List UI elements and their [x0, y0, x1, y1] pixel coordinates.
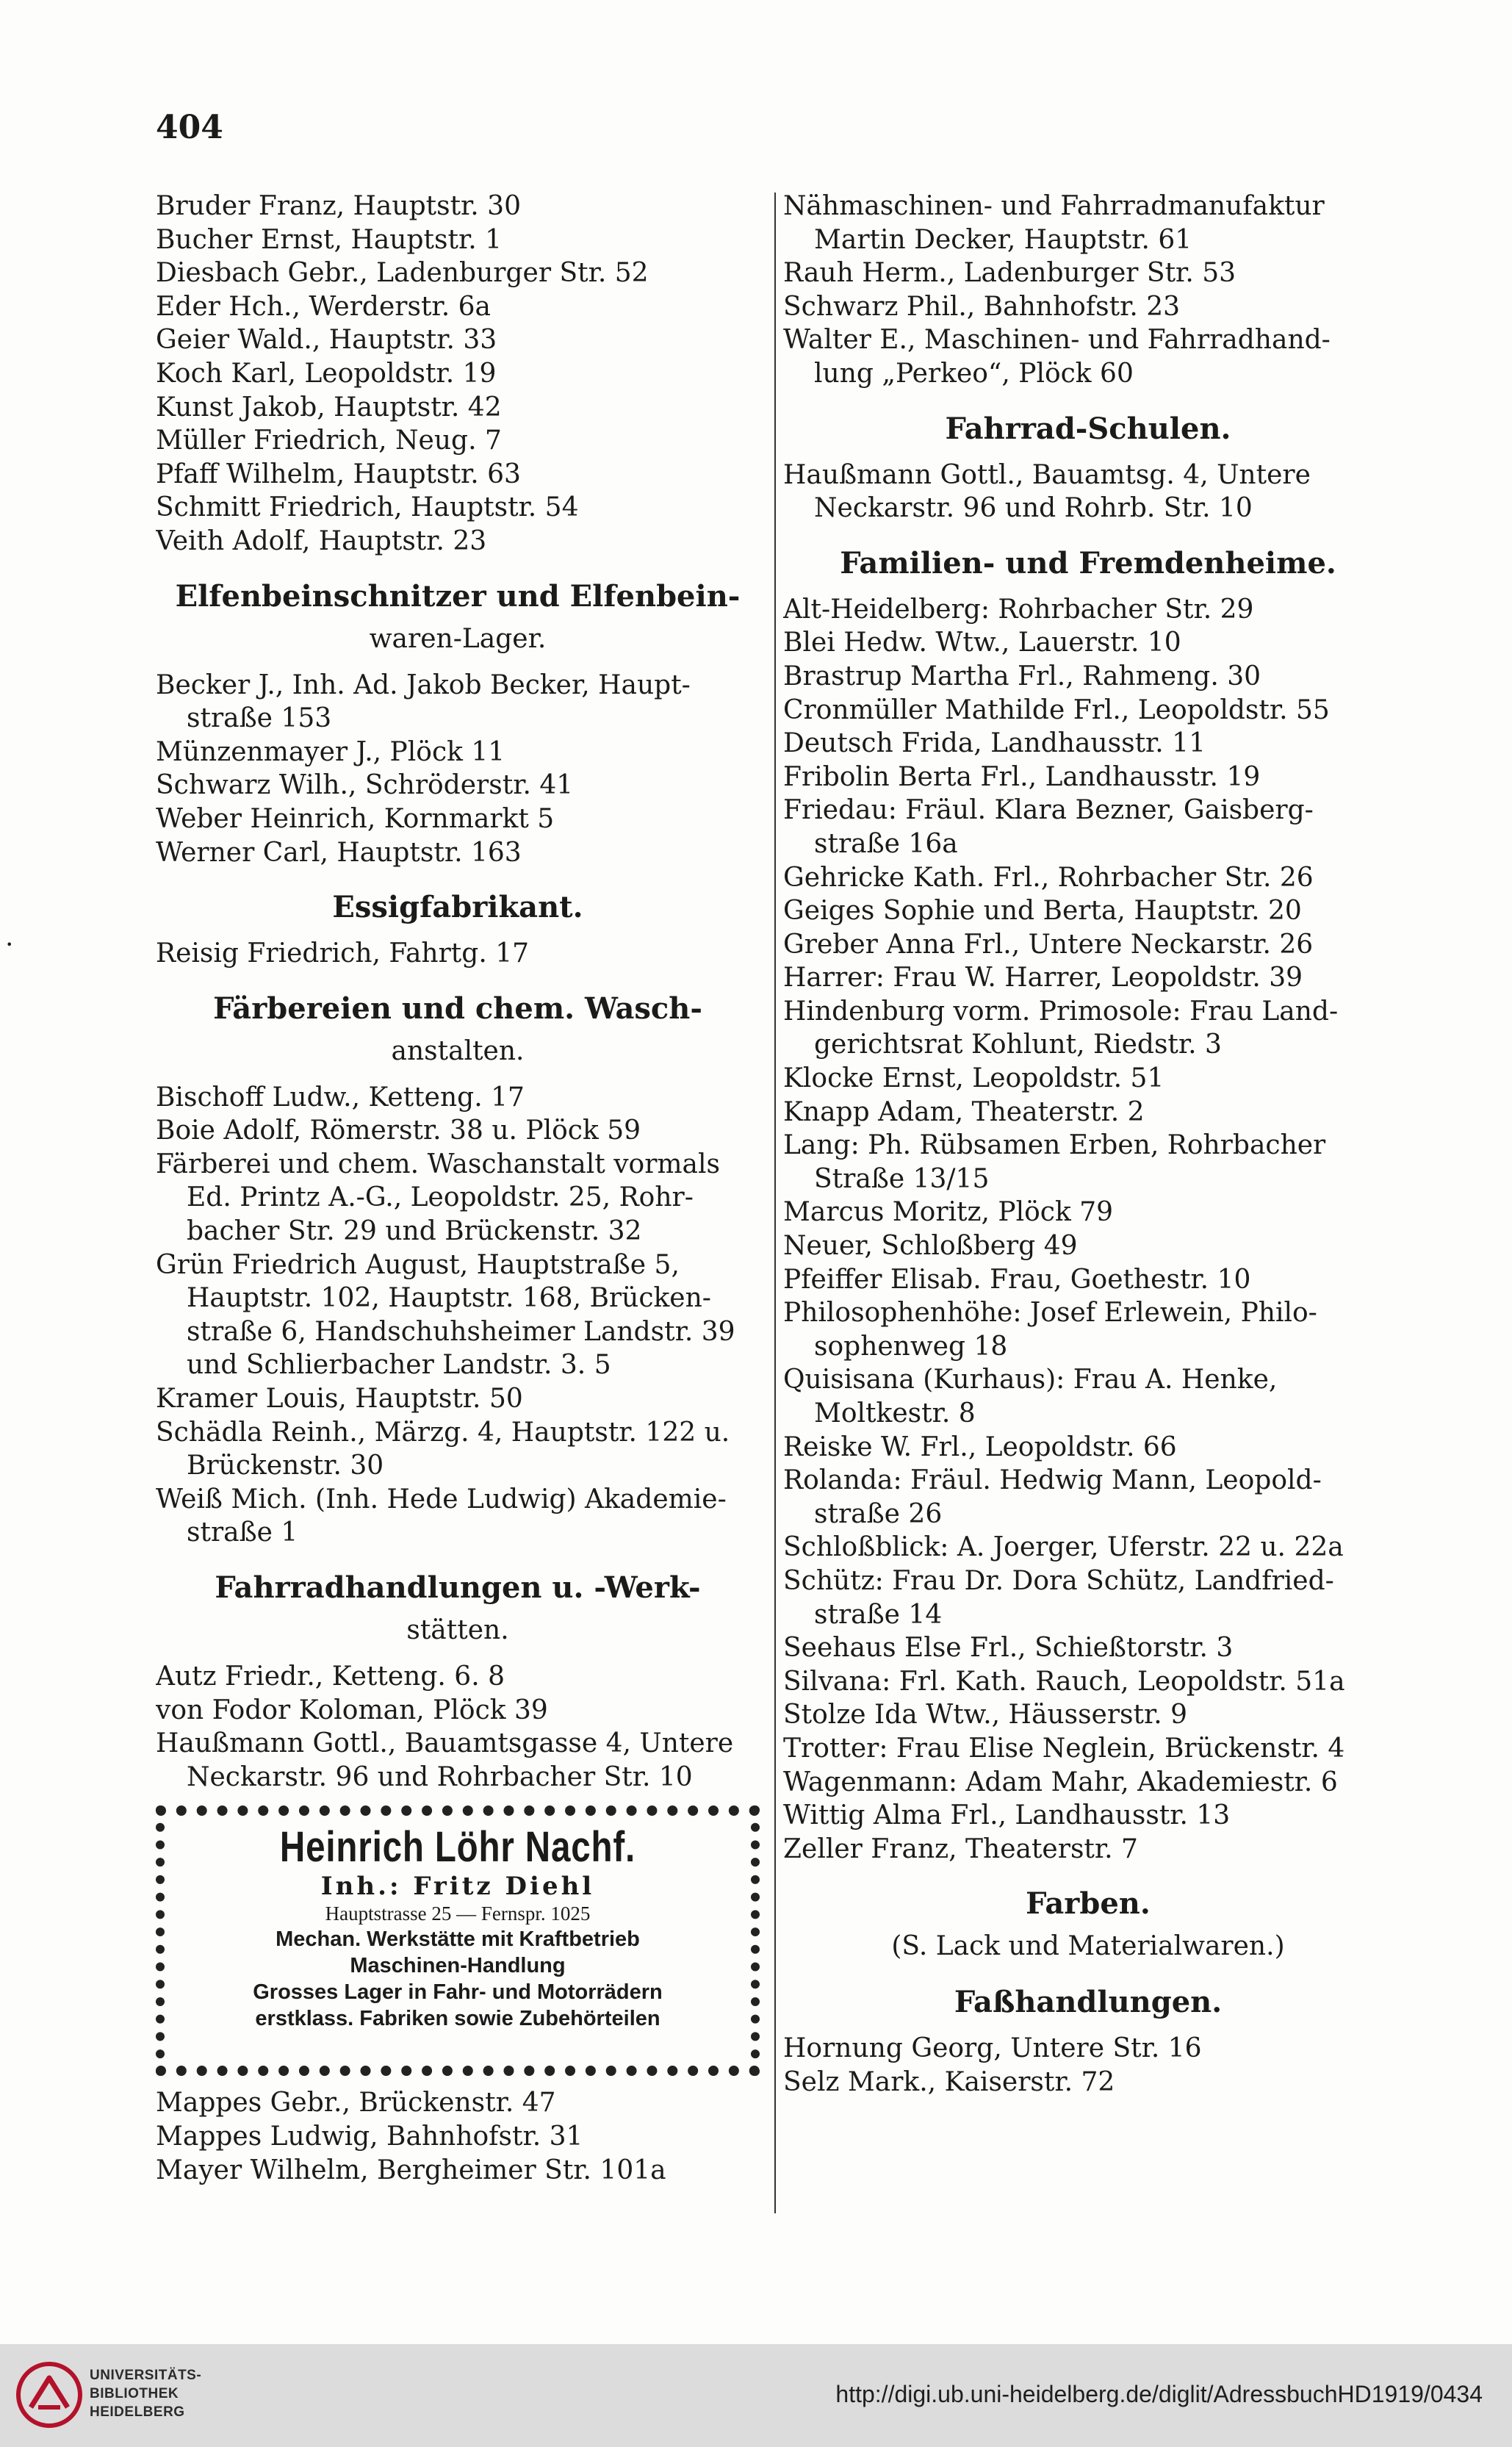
directory-entry: Färberei und chem. Waschanstalt vormals — [156, 1149, 721, 1179]
entry-continuation: Straße 13/15 — [814, 1163, 990, 1194]
entry-continuation: gerichtsrat Kohlunt, Riedstr. 3 — [814, 1030, 1222, 1060]
directory-entry: Harrer: Frau W. Harrer, Leopoldstr. 39 — [783, 963, 1303, 993]
directory-entry: Rauh Herm., Ladenburger Str. 53 — [783, 258, 1236, 289]
directory-entry: Trotter: Frau Elise Neglein, Brückenstr. 4 — [783, 1733, 1345, 1764]
logo-line: BIBLIOTHEK — [90, 2386, 179, 2401]
directory-entry: Hornung Georg, Untere Str. 16 — [783, 2033, 1202, 2064]
directory-entry: Mappes Ludwig, Bahnhofstr. 31 — [156, 2121, 583, 2152]
section-heading: Fahrrad-Schulen. — [945, 411, 1231, 446]
directory-entry: Friedau: Fräul. Klara Bezner, Gaisberg- — [783, 795, 1314, 826]
section-heading-continuation: stätten. — [406, 1615, 509, 1645]
directory-entry: Cronmüller Mathilde Frl., Leopoldstr. 55 — [783, 694, 1330, 725]
entry-continuation: sophenweg 18 — [814, 1331, 1008, 1362]
directory-entry: Kunst Jakob, Hauptstr. 42 — [156, 392, 502, 423]
margin-mark: • — [6, 938, 13, 952]
directory-entry: Schädla Reinh., Märzg. 4, Hauptstr. 122 u. — [156, 1417, 730, 1448]
column-divider — [774, 193, 776, 2213]
section-heading: Faßhandlungen. — [954, 1985, 1223, 2020]
directory-entry: Neuer, Schloßberg 49 — [783, 1231, 1078, 1262]
entry-continuation: Neckarstr. 96 und Rohrb. Str. 10 — [814, 493, 1253, 524]
directory-entry: Autz Friedr., Ketteng. 6. 8 — [156, 1661, 505, 1692]
directory-entry: Schmitt Friedrich, Hauptstr. 54 — [156, 492, 579, 523]
directory-entry: Nähmaschinen- und Fahrradmanufaktur — [783, 191, 1325, 221]
directory-entry: Bucher Ernst, Hauptstr. 1 — [156, 224, 502, 255]
directory-entry: Boie Adolf, Römerstr. 38 u. Plöck 59 — [156, 1115, 641, 1146]
directory-entry: Bischoff Ludw., Ketteng. 17 — [156, 1082, 525, 1113]
directory-entry: Brastrup Martha Frl., Rahmeng. 30 — [783, 661, 1261, 691]
entry-continuation: Ed. Printz A.-G., Leopoldstr. 25, Rohr- — [187, 1182, 694, 1213]
ad-owner: Inh.: Fritz Diehl — [320, 1872, 595, 1902]
directory-entry: Müller Friedrich, Neug. 7 — [156, 425, 502, 456]
directory-entry: Blei Hedw. Wtw., Lauerstr. 10 — [783, 628, 1181, 658]
directory-entry: Werner Carl, Hauptstr. 163 — [156, 837, 522, 868]
directory-entry: Schloßblick: A. Joerger, Uferstr. 22 u. 22a — [783, 1532, 1344, 1563]
directory-entry: Veith Adolf, Hauptstr. 23 — [156, 525, 487, 556]
directory-entry: Greber Anna Frl., Untere Neckarstr. 26 — [783, 929, 1314, 960]
directory-entry: Klocke Ernst, Leopoldstr. 51 — [783, 1063, 1164, 1094]
source-url-link[interactable]: http://digi.ub.uni-heidelberg.de/diglit/AdressbuchHD1919/0434 — [835, 2381, 1483, 2407]
directory-entry: Diesbach Gebr., Ladenburger Str. 52 — [156, 258, 649, 289]
directory-entry: Geier Wald., Hauptstr. 33 — [156, 325, 497, 356]
directory-entry: Pfaff Wilhelm, Hauptstr. 63 — [156, 459, 521, 489]
directory-entry: Silvana: Frl. Kath. Rauch, Leopoldstr. 51a — [783, 1666, 1345, 1697]
directory-entry: Wagenmann: Adam Mahr, Akademiestr. 6 — [783, 1767, 1338, 1797]
directory-entry: Haußmann Gottl., Bauamtsgasse 4, Untere — [156, 1728, 734, 1759]
entry-continuation: straße 1 — [187, 1517, 298, 1548]
right-entries — [783, 190, 1393, 2099]
ad-address: Hauptstrasse 25 — Fernspr. 1025 — [325, 1902, 591, 1925]
directory-entry: Stolze Ida Wtw., Häusserstr. 9 — [783, 1700, 1188, 1731]
directory-entry: Alt-Heidelberg: Rohrbacher Str. 29 — [783, 594, 1254, 625]
section-heading: Färbereien und chem. Wasch- — [213, 991, 702, 1026]
directory-entry: Mappes Gebr., Brückenstr. 47 — [156, 2088, 556, 2119]
entry-continuation: straße 6, Handschuhsheimer Landstr. 39 — [187, 1316, 735, 1347]
directory-entry: Koch Karl, Leopoldstr. 19 — [156, 358, 497, 389]
footer-bar — [0, 2344, 1512, 2447]
directory-entry: Quisisana (Kurhaus): Frau A. Henke, — [783, 1365, 1278, 1395]
section-heading: Elfenbeinschnitzer und Elfenbein- — [175, 578, 741, 614]
entry-continuation: lung „Perkeo“, Plöck 60 — [814, 358, 1134, 389]
entry-continuation: Neckarstr. 96 und Rohrbacher Str. 10 — [187, 1761, 693, 1792]
section-heading: Familien- und Fremdenheime. — [840, 545, 1336, 581]
entry-continuation: Martin Decker, Hauptstr. 61 — [814, 224, 1192, 255]
section-heading-continuation: anstalten. — [391, 1035, 525, 1066]
section-heading: Essigfabrikant. — [332, 890, 583, 925]
directory-entry: Reiske W. Frl., Leopoldstr. 66 — [783, 1431, 1177, 1462]
directory-entry: Rolanda: Fräul. Hedwig Mann, Leopold- — [783, 1465, 1322, 1496]
directory-entry: Knapp Adam, Theaterstr. 2 — [783, 1096, 1145, 1127]
entry-continuation: straße 153 — [187, 703, 332, 734]
directory-entry: Haußmann Gottl., Bauamtsg. 4, Untere — [783, 459, 1311, 490]
advertisement-box — [156, 1805, 760, 2076]
directory-entry: Eder Hch., Werderstr. 6a — [156, 291, 491, 322]
directory-entry: Gehricke Kath. Frl., Rohrbacher Str. 26 — [783, 862, 1314, 893]
ad-firm-name: Heinrich Löhr Nachf. — [279, 1823, 636, 1872]
ad-line: Grosses Lager in Fahr- und Motorrädern — [253, 1980, 663, 2005]
ad-line: erstklass. Fabriken sowie Zubehörteilen — [255, 2007, 660, 2031]
entry-continuation: und Schlierbacher Landstr. 3. 5 — [187, 1350, 611, 1381]
directory-entry: Mayer Wilhelm, Bergheimer Str. 101a — [156, 2155, 666, 2185]
entry-continuation: Brückenstr. 30 — [187, 1451, 384, 1481]
university-library-logo-icon — [16, 2362, 82, 2428]
directory-entry: Weiß Mich. (Inh. Hede Ludwig) Akademie- — [156, 1484, 727, 1514]
library-logo-text — [90, 2366, 201, 2421]
right-column — [783, 190, 1393, 2099]
directory-entry: Hindenburg vorm. Primosole: Frau Land- — [783, 996, 1339, 1027]
entry-continuation: bacher Str. 29 und Brückenstr. 32 — [187, 1216, 642, 1247]
directory-entry: Lang: Ph. Rübsamen Erben, Rohrbacher — [783, 1130, 1326, 1161]
directory-entry: von Fodor Koloman, Plöck 39 — [156, 1695, 548, 1725]
directory-entry: Becker J., Inh. Ad. Jakob Becker, Haupt- — [156, 669, 691, 700]
section-heading-continuation: (S. Lack und Materialwaren.) — [891, 1931, 1285, 1962]
directory-entry: Zeller Franz, Theaterstr. 7 — [783, 1833, 1138, 1864]
directory-entry: Schwarz Wilh., Schröderstr. 41 — [156, 770, 574, 801]
directory-entry: Wittig Alma Frl., Landhausstr. 13 — [783, 1800, 1231, 1831]
ad-line: Maschinen-Handlung — [350, 1954, 566, 1978]
directory-entry: Bruder Franz, Hauptstr. 30 — [156, 191, 521, 221]
directory-entry: Seehaus Else Frl., Schießtorstr. 3 — [783, 1633, 1234, 1664]
directory-entry: Kramer Louis, Hauptstr. 50 — [156, 1384, 523, 1415]
left-entries — [156, 190, 760, 1794]
directory-entry: Pfeiffer Elisab. Frau, Goethestr. 10 — [783, 1264, 1251, 1295]
directory-entry: Schwarz Phil., Bahnhofstr. 23 — [783, 291, 1181, 322]
directory-entry: Geiges Sophie und Berta, Hauptstr. 20 — [783, 896, 1302, 927]
directory-entry: Reisig Friedrich, Fahrtg. 17 — [156, 938, 530, 969]
logo-line: UNIVERSITÄTS- — [90, 2368, 202, 2383]
directory-entry: Grün Friedrich August, Hauptstraße 5, — [156, 1249, 680, 1280]
directory-entry: Deutsch Frida, Landhausstr. 11 — [783, 728, 1206, 759]
entry-continuation: Hauptstr. 102, Hauptstr. 168, Brücken- — [187, 1283, 711, 1314]
directory-entry: Münzenmayer J., Plöck 11 — [156, 736, 505, 767]
directory-entry: Marcus Moritz, Plöck 79 — [783, 1197, 1114, 1228]
section-heading: Farben. — [1026, 1886, 1151, 1922]
directory-entry: Weber Heinrich, Kornmarkt 5 — [156, 803, 555, 834]
left-column — [156, 190, 760, 2187]
directory-entry: Selz Mark., Kaiserstr. 72 — [783, 2066, 1115, 2097]
logo-line: HEIDELBERG — [90, 2404, 185, 2420]
left-entries-after-ad — [156, 2086, 760, 2187]
directory-entry: Schütz: Frau Dr. Dora Schütz, Landfried- — [783, 1565, 1334, 1596]
directory-entry: Fribolin Berta Frl., Landhausstr. 19 — [783, 761, 1261, 792]
directory-entry: Walter E., Maschinen- und Fahrradhand- — [783, 325, 1331, 356]
entry-continuation: Moltkestr. 8 — [814, 1398, 976, 1429]
page-number: 404 — [156, 109, 223, 146]
section-heading: Fahrradhandlungen u. -Werk- — [215, 1570, 701, 1605]
entry-continuation: straße 26 — [814, 1498, 943, 1529]
directory-entry: Philosophenhöhe: Josef Erlewein, Philo- — [783, 1298, 1317, 1329]
entry-continuation: straße 16a — [814, 828, 958, 859]
entry-continuation: straße 14 — [814, 1599, 943, 1630]
section-heading-continuation: waren-Lager. — [369, 623, 547, 654]
ad-line: Mechan. Werkstätte mit Kraftbetrieb — [276, 1927, 640, 1952]
